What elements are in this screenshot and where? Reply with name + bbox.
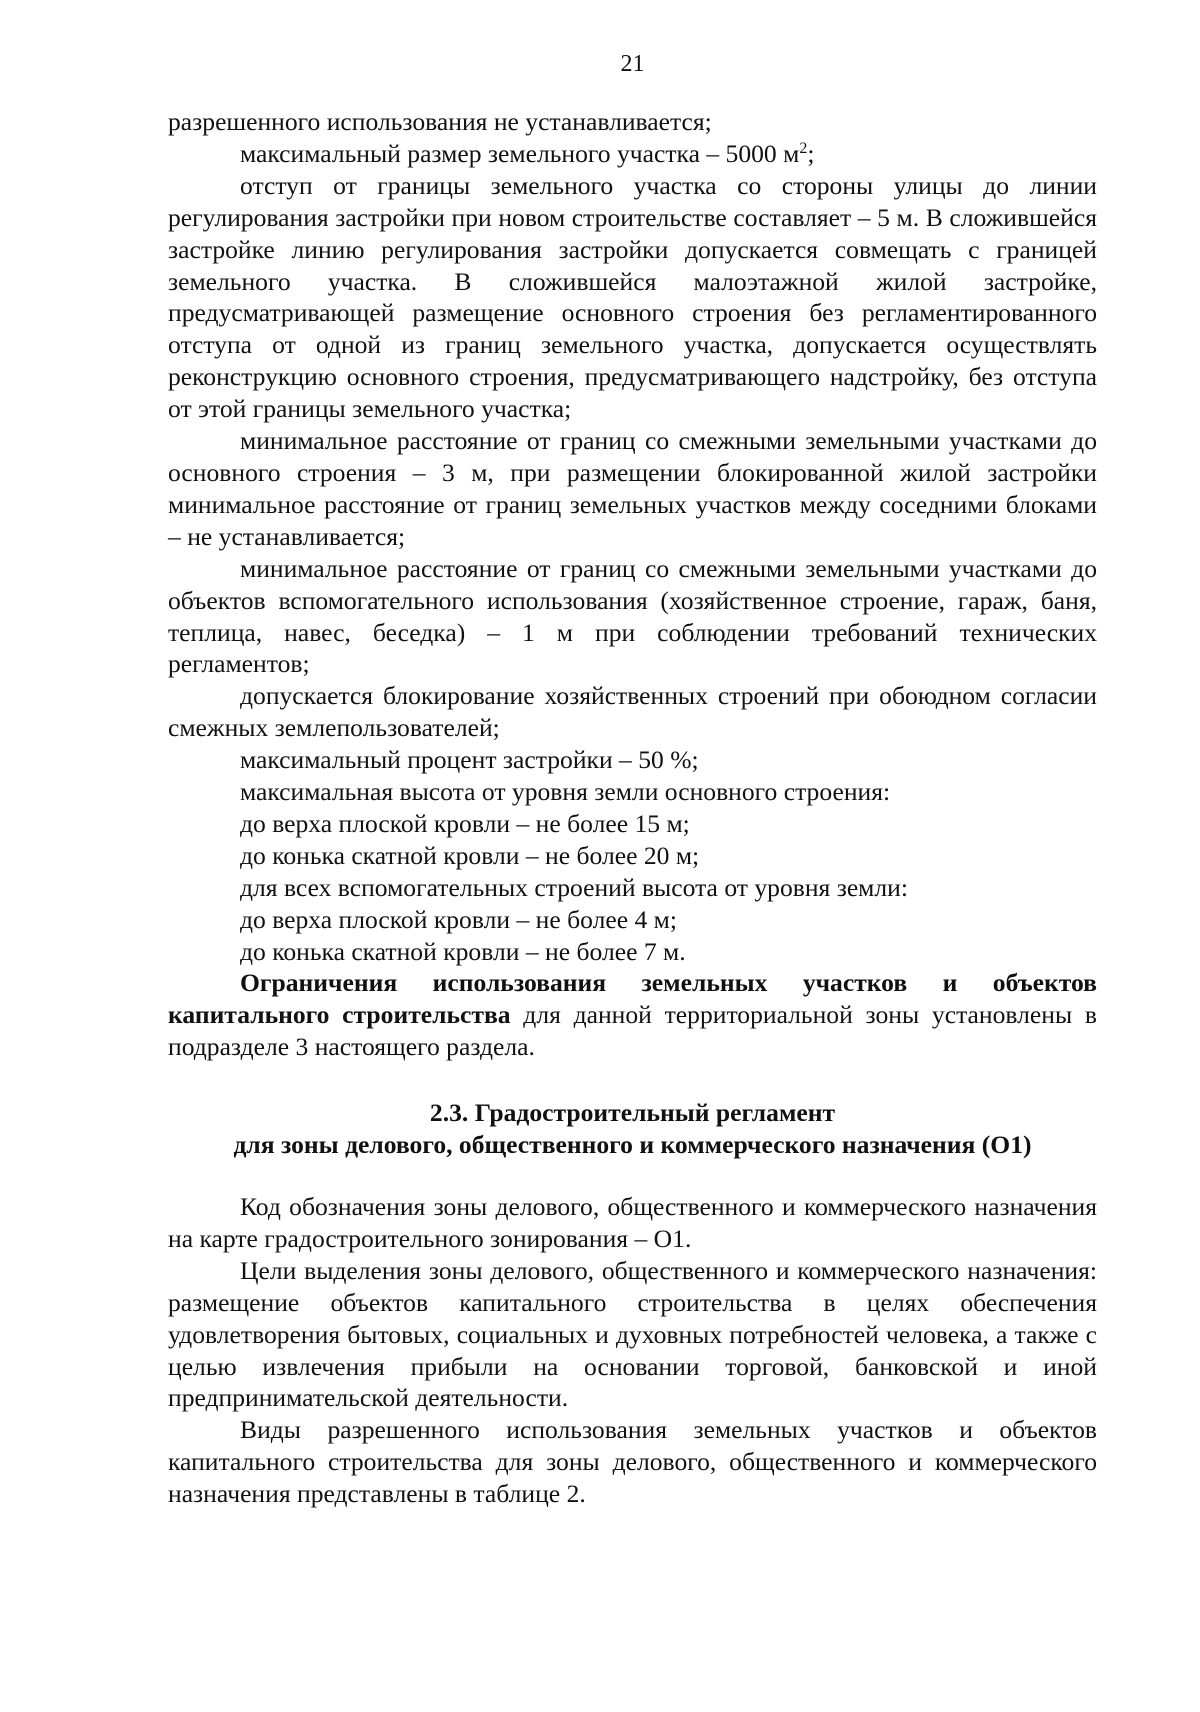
restrictions-bold-text: Ограничения использования земельных участков и объектов капитального строительства: [168, 968, 1097, 1030]
section-heading-line-2: для зоны делового, общественного и коммерческого назначения (О1): [233, 1130, 1032, 1160]
paragraph-street-setback: отступ от границы земельного участка со стороны улицы до линии регулирования застройки при новом строительстве составляет – 5 м. В сложившейся застройке линию регулирования застройки допускается совмещать с границей земельного участка. В сложившейся малоэтажной жилой застройке, предусматривающей размещение основного строения без регламентированного отступа от одной из границ земельного участка, допускается осуществлять реконструкцию основного строения, предусматривающего надстройку, без отступа от этой границы земельного участка;: [168, 170, 1097, 424]
paragraph-zone-code: Код обозначения зоны делового, общественного и коммерческого назначения на карте градостроительного зонирования – О1.: [168, 1192, 1097, 1253]
paragraph-max-height-main: максимальная высота от уровня земли основного строения:: [240, 777, 891, 807]
page-number: 21: [620, 51, 645, 77]
max-plot-size-tail: ;: [807, 138, 815, 168]
paragraph-flat-roof-auxiliary: до верха плоской кровли – не более 4 м;: [240, 904, 677, 934]
paragraph-flat-roof-main: до верха плоской кровли – не более 15 м;: [240, 808, 690, 838]
max-plot-size-text: максимальный размер земельного участка – 5000 м: [240, 138, 800, 168]
paragraph-max-coverage: максимальный процент застройки – 50 %;: [240, 745, 699, 775]
document-body: [168, 106, 1097, 1510]
spacer: [168, 1161, 1097, 1191]
section-heading-line-1: 2.3. Градостроительный регламент: [429, 1098, 836, 1128]
paragraph-zone-goals: Цели выделения зоны делового, общественного и коммерческого назначения: размещение объектов капитального строительства в целях обеспечения удовлетворения бытовых, социальных и духовных потребностей человека, а также с целью извлечения прибыли на основании торговой, банковской и иной предпринимательской деятельности.: [168, 1255, 1097, 1413]
spacer: [168, 1063, 1097, 1097]
paragraph-auxiliary-height: для всех вспомогательных строений высота от уровня земли:: [240, 872, 908, 902]
restrictions-text: для данной территориальной зоны установлены в подразделе 3 настоящего раздела.: [168, 1000, 1098, 1062]
square-meter-superscript: 2: [799, 139, 808, 157]
paragraph-permitted-uses: Виды разрешенного использования земельных участков и объектов капитального строительства для зоны делового, общественного и коммерческого назначения представлены в таблице 2.: [168, 1415, 1097, 1509]
paragraph-max-plot-size: [168, 138, 1097, 170]
paragraph-min-distance-auxiliary: минимальное расстояние от границ со смежными земельными участками до объектов вспомогательного использования (хозяйственное строение, гараж, баня, теплица, навес, беседка) – 1 м при соблюдении требований технических регламентов;: [168, 553, 1097, 679]
paragraph-restrictions: [168, 967, 1097, 1063]
paragraph-pitched-roof-auxiliary: до конька скатной кровли – не более 7 м.: [240, 936, 686, 966]
paragraph-min-distance-main-building: минимальное расстояние от границ со смежными земельными участками до основного строения – 3 м, при размещении блокированной жилой застройки минимальное расстояние от границ земельных участков между соседними блоками – не устанавливается;: [168, 426, 1097, 551]
paragraph-pitched-roof-main: до конька скатной кровли – не более 20 м;: [240, 840, 700, 870]
paragraph-blocking-outbuildings: допускается блокирование хозяйственных строений при обоюдном согласии смежных землепользователей;: [168, 681, 1097, 743]
paragraph-continuation: разрешенного использования не устанавливается;: [168, 107, 712, 136]
